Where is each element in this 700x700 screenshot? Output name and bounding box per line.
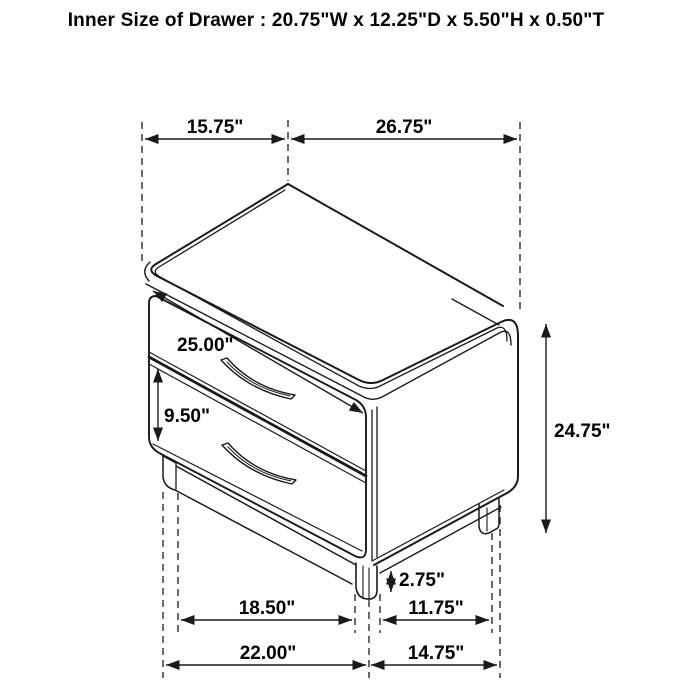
rear-right-foot bbox=[479, 499, 499, 534]
cabinet-silhouette bbox=[151, 184, 518, 565]
side-bottom-thickness-line bbox=[380, 507, 501, 573]
label-overall-height: 24.75" bbox=[554, 421, 611, 442]
top-right-band-line bbox=[452, 299, 499, 325]
dimension-labels bbox=[164, 117, 611, 664]
front-bottom-inner-line bbox=[153, 444, 362, 551]
label-drawer-width: 25.00" bbox=[177, 335, 234, 356]
upper-drawer-handle bbox=[221, 358, 295, 399]
side-bottom-inner-line bbox=[372, 490, 504, 561]
left-corner-bullnose-cap bbox=[145, 262, 150, 281]
label-base-side-depth: 11.75" bbox=[408, 598, 464, 619]
lower-drawer-handle bbox=[222, 443, 296, 484]
label-drawer-height: 9.50" bbox=[164, 406, 210, 427]
top-edge-band-line bbox=[155, 190, 507, 389]
label-overall-side-depth: 14.75" bbox=[407, 643, 465, 664]
base-rail-notch-top bbox=[163, 456, 176, 463]
diagram-title: Inner Size of Drawer : 20.75"W x 12.25"D x 5.50"H x 0.50"T bbox=[67, 10, 605, 31]
base-rail-top-edge bbox=[176, 466, 356, 565]
top-back-right-edge bbox=[288, 184, 503, 306]
label-top-width: 26.75" bbox=[375, 117, 433, 138]
extension-lines bbox=[142, 120, 520, 678]
dimension-lines bbox=[145, 139, 546, 665]
label-base-front-width: 18.50" bbox=[238, 598, 296, 619]
front-corner-foot bbox=[356, 563, 377, 599]
label-base-height: 2.75" bbox=[399, 570, 445, 591]
label-top-depth: 15.75" bbox=[186, 117, 244, 138]
nightstand-drawing bbox=[145, 184, 518, 599]
label-overall-front-width: 22.00" bbox=[239, 643, 297, 664]
